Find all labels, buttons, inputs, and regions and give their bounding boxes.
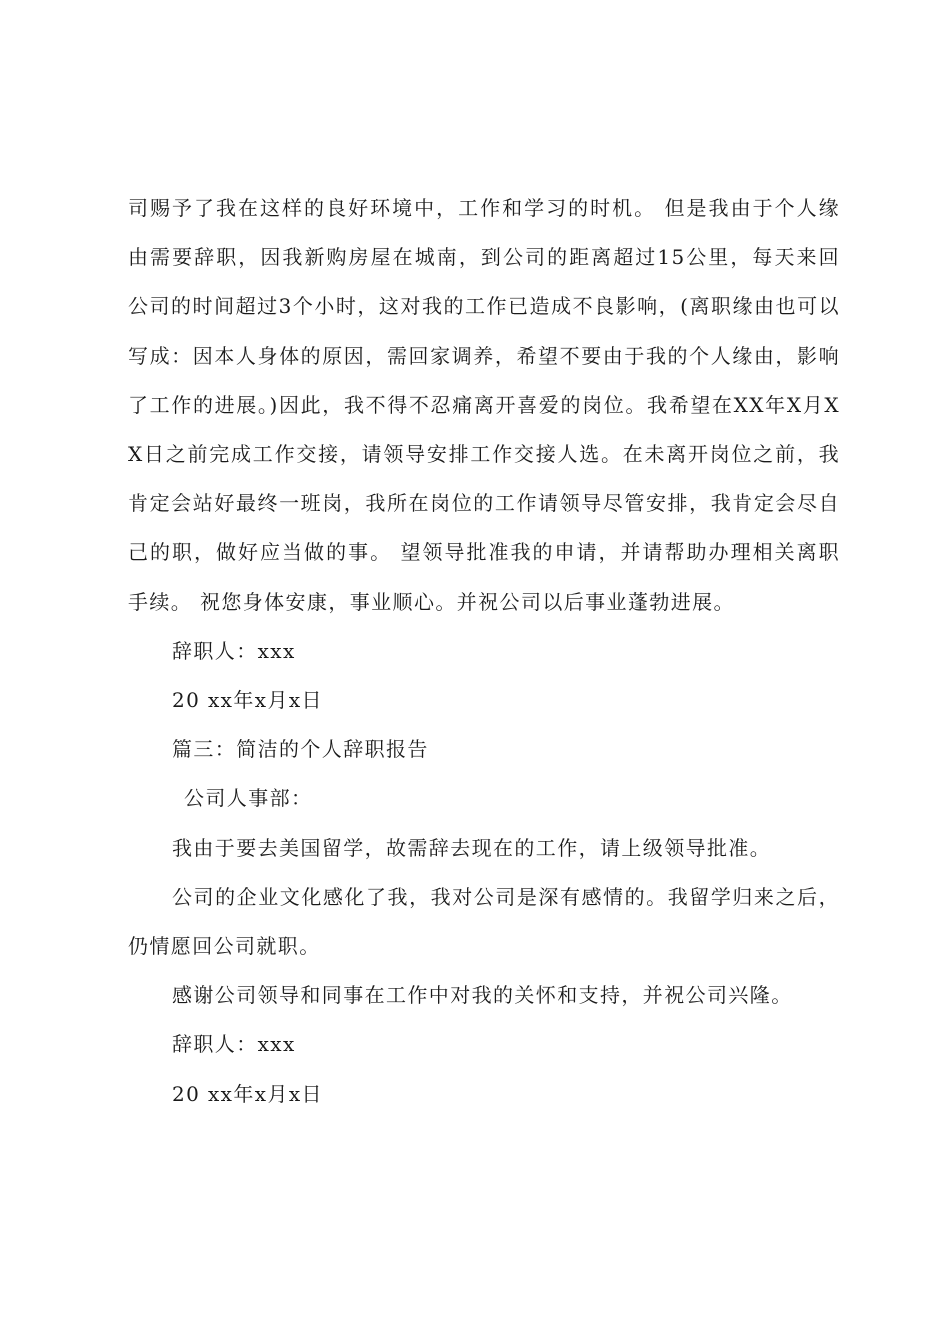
paragraph-2: 公司的企业文化感化了我，我对公司是深有感情的。我留学归来之后，仍情愿回公司就职。 bbox=[128, 884, 840, 959]
paragraph-1: 我由于要去美国留学，故需辞去现在的工作，请上级领导批准。 bbox=[172, 835, 772, 860]
date-line-2: 20 xx年x月x日 bbox=[172, 1081, 323, 1106]
signature-line-1: 辞职人：xxx bbox=[172, 638, 296, 663]
paragraph-3: 感谢公司领导和同事在工作中对我的关怀和支持，并祝公司兴隆。 bbox=[172, 983, 793, 1008]
section-title: 篇三：简洁的个人辞职报告 bbox=[172, 737, 429, 762]
document-body bbox=[128, 184, 840, 1119]
signature-line-2: 辞职人：xxx bbox=[172, 1032, 296, 1057]
salutation: 公司人事部： bbox=[184, 786, 313, 811]
paragraph-continuation: 司赐予了我在这样的良好环境中，工作和学习的时机。 但是我由于个人缘由需要辞职，因我新购房屋在城南，到公司的距离超过15公里，每天来回公司的时间超过3个小时，这对我的工作已造成不良影响，(离职缘由也可以写成：因本人身体的原因，需回家调养，希望不要由于我的个人缘由，影响了工作的进展。)因此，我不得不忍痛离开喜爱的岗位。我希望在XX年X月XX日之前完成工作交接，请领导安排工作交接人选。在未离开岗位之前，我肯定会站好最终一班岗，我所在岗位的工作请领导尽管安排，我肯定会尽自己的职，做好应当做的事。 望领导批准我的申请，并请帮助办理相关离职手续。 祝您身体安康，事业顺心。并祝公司以后事业蓬勃进展。 bbox=[128, 196, 840, 614]
date-line-1: 20 xx年x月x日 bbox=[172, 688, 323, 713]
